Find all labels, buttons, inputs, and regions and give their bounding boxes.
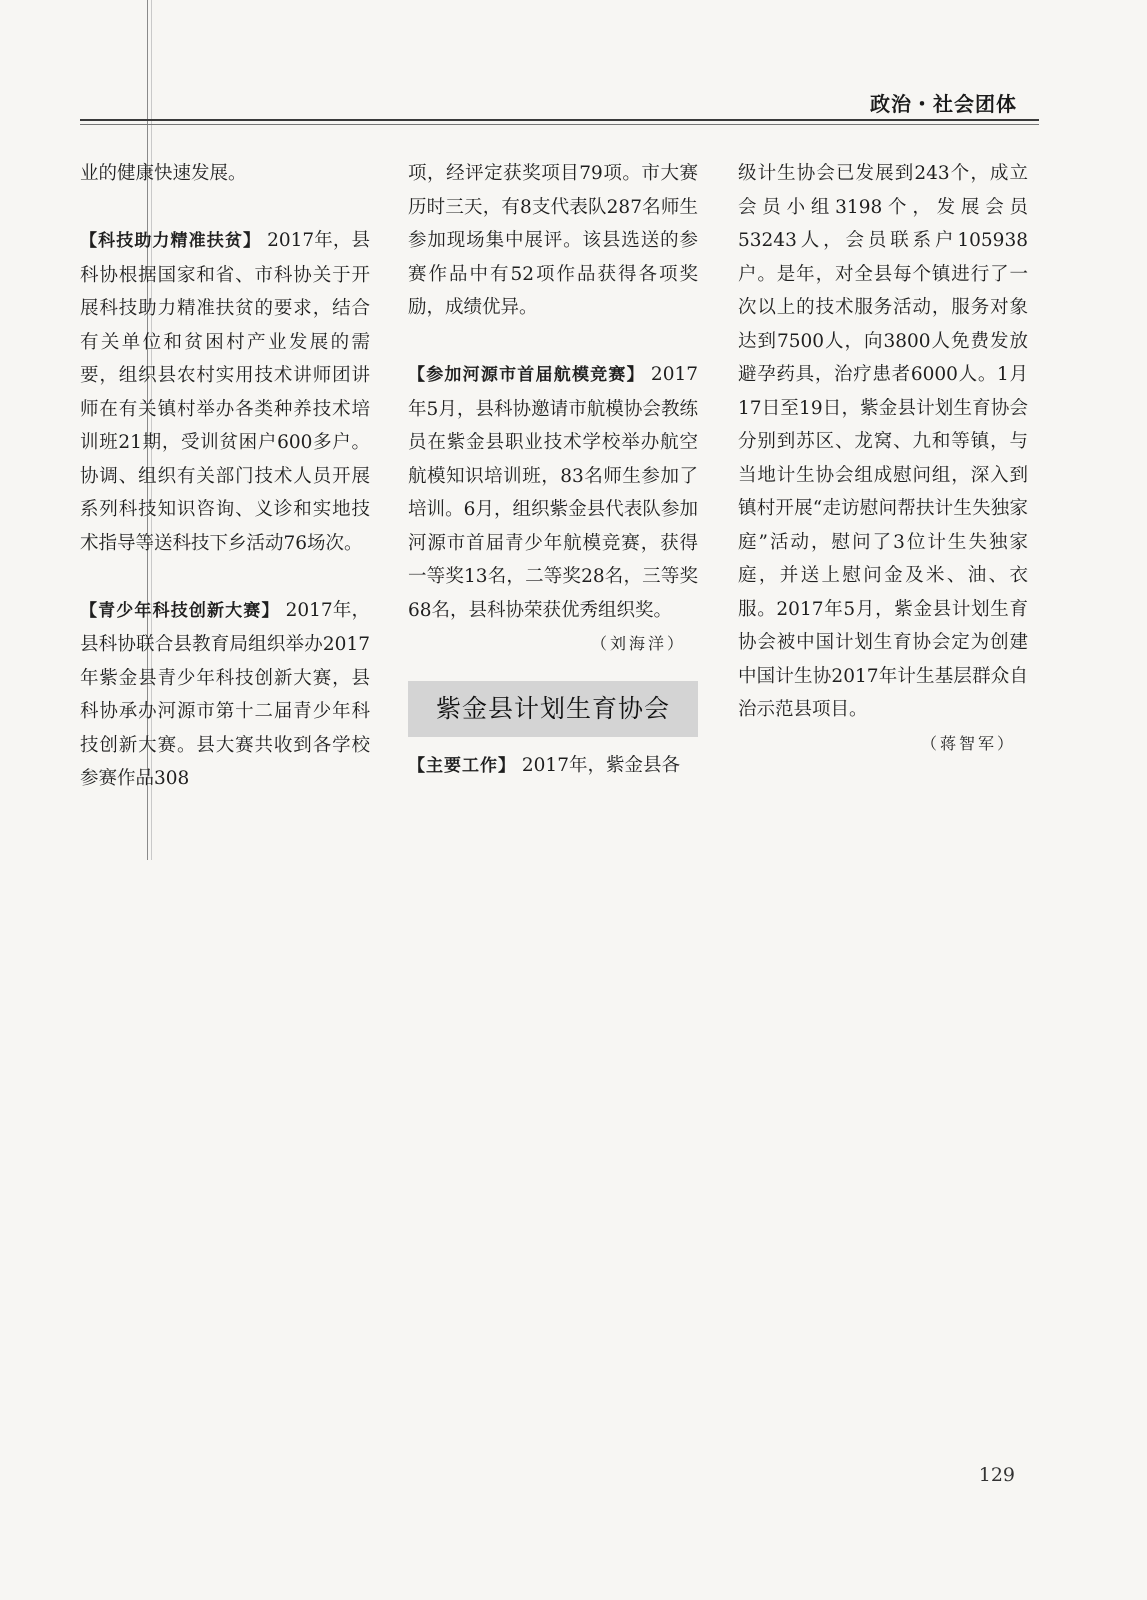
author-byline: （蒋智军）	[920, 733, 1016, 753]
page-number: 129	[978, 1464, 1015, 1486]
paragraph: 级计生协会已发展到243个，成立会员小组3198个，发展会员53243人，会员联系户105938户。是年，对全县每个镇进行了一次以上的技术服务活动，服务对象达到7500人，向3800人免费发放避孕药具，治疗患者6000人。1月17日至19日，紫金县计划生育协会分别到苏区、龙窝、九和等镇，与当地计生协会组成慰问组，深入到镇村开展“走访慰问帮扶计生失独家庭”活动，慰问了3位计生失独家庭，并送上慰问金及米、油、衣服。2017年5月，紫金县计划生育协会被中国计划生育协会定为创建中国计生协2017年计生基层群众自治示范县项目。	[738, 163, 1028, 720]
article-title-banner: 紫金县计划生育协会	[408, 681, 698, 737]
header-rule	[80, 119, 1039, 121]
section-heading: 【青少年科技创新大赛】	[80, 600, 280, 621]
paragraph: 项，经评定获奖项目79项。市大赛历时三天，有8支代表队287名师生参加现场集中展评。该县选送的参赛作品中有52项作品获得各项奖励，成绩优异。	[408, 163, 698, 318]
paragraph: 业的健康快速发展。	[80, 163, 247, 184]
paragraph	[80, 594, 370, 796]
paragraph	[80, 224, 370, 560]
author-byline: （刘海洋）	[590, 634, 686, 653]
running-header: 政治・社会团体	[870, 92, 1017, 116]
section-heading: 【参加河源市首届航模竞赛】	[408, 365, 645, 385]
section-text: 2017年，县科协联合县教育局组织举办2017年紫金县青少年科技创新大赛，县科协承办河源市第十二届青少年科技创新大赛。县大赛共收到各学校参赛作品308	[80, 599, 370, 789]
section-heading: 【主要工作】	[408, 755, 516, 776]
column-middle	[408, 157, 698, 783]
section-heading: 【科技助力精准扶贫】	[80, 231, 262, 251]
section-text: 2017年，紫金县各	[521, 754, 680, 776]
header-rule-thin	[80, 124, 1039, 125]
column-right	[738, 157, 1028, 760]
section-text: 2017年5月，县科协邀请市航模协会教练员在紫金县职业技术学校举办航空航模知识培训班，83名师生参加了培训。6月，组织紫金县代表队参加河源市首届青少年航模竞赛，获得一等奖13名，二等奖28名，三等奖68名，县科协荣获优秀组织奖。	[408, 364, 699, 621]
section-text: 2017年，县科协根据国家和省、市科协关于开展科技助力精准扶贫的要求，结合有关单位和贫困村产业发展的需要，组织县农村实用技术讲师团讲师在有关镇村举办各类种养技术培训班21期，受训贫困户600多户。协调、组织有关部门技术人员开展系列科技知识咨询、义诊和实地技术指导等送科技下乡活动76场次。	[80, 230, 370, 554]
paragraph	[408, 749, 698, 784]
paragraph	[408, 358, 698, 627]
column-left	[80, 157, 370, 796]
